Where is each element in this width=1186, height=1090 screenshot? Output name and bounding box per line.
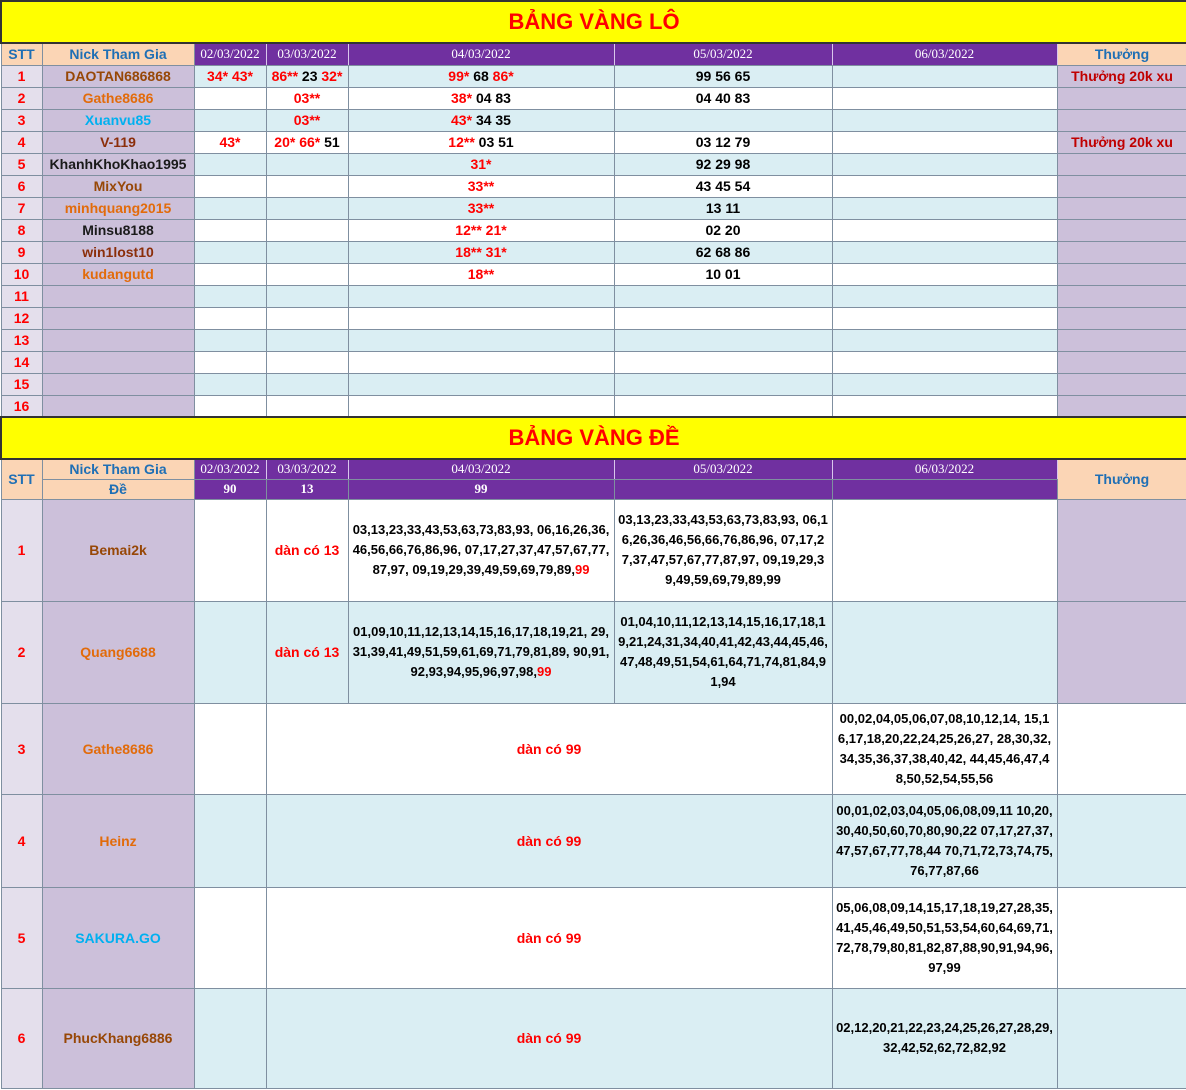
- lo-day-3: [348, 263, 614, 285]
- lo-day-2: [266, 263, 348, 285]
- de-nick: Gathe8686: [42, 703, 194, 794]
- lo-day-4: [614, 109, 832, 131]
- lo-day-2: [266, 87, 348, 109]
- de-day-2-4: dàn có 99: [266, 703, 832, 794]
- lo-day-5: [832, 197, 1057, 219]
- lo-nick: MixYou: [42, 175, 194, 197]
- de-day-2-4: dàn có 99: [266, 887, 832, 988]
- lo-day-4: 03 12 79: [614, 131, 832, 153]
- de-day-1: [194, 988, 266, 1088]
- lo-day-3-miss: 34 35: [475, 112, 511, 128]
- lo-day-1: [194, 351, 266, 373]
- de-title: BẢNG VÀNG ĐỀ: [1, 417, 1186, 459]
- lo-stt: 3: [1, 109, 42, 131]
- lo-day-3: [348, 131, 614, 153]
- lo-day-5: [832, 329, 1057, 351]
- lo-nick: DAOTAN686868: [42, 65, 194, 87]
- de-day-5: [1057, 988, 1186, 1088]
- de-day-2-4: dàn có 99: [266, 794, 832, 887]
- lo-nick: minhquang2015: [42, 197, 194, 219]
- lo-stt: 16: [1, 395, 42, 417]
- lo-day-2: [266, 219, 348, 241]
- lo-nick: Minsu8188: [42, 219, 194, 241]
- lo-prize: [1057, 175, 1186, 197]
- lo-stt: 12: [1, 307, 42, 329]
- lo-stt: 14: [1, 351, 42, 373]
- de-row: [1, 794, 1186, 887]
- de-result-2: 13: [266, 479, 348, 499]
- lo-nick: Gathe8686: [42, 87, 194, 109]
- de-day-3-list: 01,09,10,11,12,13,14,15,16,17,18,19,21, 29,31,39,41,49,51,59,61,69,71,79,81,89, 90,91,92,93,94,95,96,97,98,: [352, 624, 610, 679]
- de-nick: Bemai2k: [42, 499, 194, 601]
- lo-day-1: [194, 197, 266, 219]
- lo-stt: 7: [1, 197, 42, 219]
- lo-day-3-hit: 18** 31*: [455, 244, 507, 260]
- de-day-3-list: 03,13,23,33,43,53,63,73,83,93, 06,16,26,36,46,56,66,76,86,96, 07,17,27,37,47,57,67,77,87,97, 09,19,29,39,49,59,69,79,89,: [352, 522, 610, 577]
- lo-row: [1, 285, 1186, 307]
- lo-stt: 8: [1, 219, 42, 241]
- lo-day-2-hit: 03**: [293, 112, 321, 128]
- lo-stt: 15: [1, 373, 42, 395]
- lo-day-3: [348, 351, 614, 373]
- lo-row: [1, 87, 1186, 109]
- lo-day-3-hit: 33**: [467, 200, 495, 216]
- lo-day-5: [832, 373, 1057, 395]
- de-result-1: 90: [194, 479, 266, 499]
- lo-day-3-hit: 38*: [451, 90, 473, 106]
- lo-row: [1, 395, 1186, 417]
- lo-day-2: [266, 373, 348, 395]
- lo-day-4: [614, 395, 832, 417]
- de-header-stt: STT: [1, 459, 42, 499]
- de-prize: [1057, 499, 1186, 601]
- lo-day-4: 62 68 86: [614, 241, 832, 263]
- lo-nick: V-119: [42, 131, 194, 153]
- lo-stt: 13: [1, 329, 42, 351]
- lo-row: [1, 197, 1186, 219]
- lo-day-4: 02 20: [614, 219, 832, 241]
- lo-day-5: [832, 395, 1057, 417]
- lo-row: [1, 153, 1186, 175]
- de-header-prize: Thưởng: [1057, 459, 1186, 499]
- de-row: [1, 499, 1186, 601]
- de-day-2: dàn có 13: [266, 499, 348, 601]
- lo-row: [1, 131, 1186, 153]
- lo-day-1: 43*: [194, 131, 266, 153]
- lo-day-5: [832, 65, 1057, 87]
- de-header-nick-de: Đề: [42, 479, 194, 499]
- lo-stt: 9: [1, 241, 42, 263]
- lo-day-4: [614, 329, 832, 351]
- lo-header-date-3: 04/03/2022: [348, 43, 614, 65]
- de-day-5: [1057, 887, 1186, 988]
- lo-day-3-miss: 04 83: [475, 90, 511, 106]
- lo-day-2-hit: 86**: [271, 68, 299, 84]
- lo-prize: [1057, 109, 1186, 131]
- lo-day-3: [348, 175, 614, 197]
- de-day-4: 05,06,08,09,14,15,17,18,19,27,28,35,41,45,46,49,50,51,53,54,60,64,69,71,72,78,79,80,81,82,87,88,90,91,94,96,97,99: [832, 887, 1057, 988]
- lo-prize: [1057, 219, 1186, 241]
- de-table: [0, 416, 1186, 1089]
- lo-day-2-miss: 51: [324, 134, 340, 150]
- lo-row: [1, 329, 1186, 351]
- lo-day-3: [348, 65, 614, 87]
- lo-row: [1, 109, 1186, 131]
- lo-day-1: [194, 263, 266, 285]
- lo-day-3-hit: 18**: [467, 266, 495, 282]
- lo-day-1: 34* 43*: [194, 65, 266, 87]
- lo-day-1: [194, 219, 266, 241]
- de-stt: 5: [1, 887, 42, 988]
- lo-day-4: 43 45 54: [614, 175, 832, 197]
- de-nick: Heinz: [42, 794, 194, 887]
- de-day-4: 01,04,10,11,12,13,14,15,16,17,18,19,21,24,31,34,40,41,42,43,44,45,46,47,48,49,51,54,61,64,71,74,81,84,91,94: [614, 601, 832, 703]
- lo-header-date-1: 02/03/2022: [194, 43, 266, 65]
- lo-day-1: [194, 175, 266, 197]
- lo-day-1: [194, 153, 266, 175]
- lo-row: [1, 65, 1186, 87]
- lo-header-date-4: 05/03/2022: [614, 43, 832, 65]
- lo-day-1: [194, 395, 266, 417]
- lo-day-1: [194, 87, 266, 109]
- de-day-4: 02,12,20,21,22,23,24,25,26,27,28,29,32,42,52,62,72,82,92: [832, 988, 1057, 1088]
- lo-prize: [1057, 241, 1186, 263]
- lo-day-1: [194, 329, 266, 351]
- de-day-1: [194, 794, 266, 887]
- lo-prize: [1057, 307, 1186, 329]
- lo-day-5: [832, 109, 1057, 131]
- lo-day-2: [266, 109, 348, 131]
- lo-day-4: [614, 351, 832, 373]
- lo-day-3-hit: 12**: [448, 134, 475, 150]
- lo-day-1: [194, 307, 266, 329]
- de-day-3-hit: 99: [574, 562, 590, 577]
- lo-day-1: [194, 109, 266, 131]
- lo-prize: [1057, 87, 1186, 109]
- de-header-date-2: 03/03/2022: [266, 459, 348, 479]
- de-header-date-4: 05/03/2022: [614, 459, 832, 479]
- lo-header-prize: Thưởng: [1057, 43, 1186, 65]
- de-day-1: [194, 887, 266, 988]
- lo-day-2: [266, 241, 348, 263]
- lo-stt: 10: [1, 263, 42, 285]
- lo-day-3: [348, 197, 614, 219]
- lo-row: [1, 241, 1186, 263]
- lo-row: [1, 263, 1186, 285]
- lo-day-2-hit: 03**: [293, 90, 321, 106]
- lo-day-3: [348, 219, 614, 241]
- lo-day-3-miss: 68: [473, 68, 489, 84]
- lo-prize: [1057, 285, 1186, 307]
- lo-day-2: [266, 153, 348, 175]
- lo-stt: 5: [1, 153, 42, 175]
- lo-header-nick: Nick Tham Gia: [42, 43, 194, 65]
- de-day-4: 03,13,23,33,43,53,63,73,83,93, 06,16,26,36,46,56,66,76,86,96, 07,17,27,37,47,57,67,77,87,97, 09,19,29,39,49,59,69,79,89,99: [614, 499, 832, 601]
- lo-day-2-hit2: 32*: [321, 68, 343, 84]
- lo-day-3: [348, 87, 614, 109]
- lo-day-1: [194, 285, 266, 307]
- lo-table: [0, 0, 1186, 418]
- de-header-date-3: 04/03/2022: [348, 459, 614, 479]
- de-result-5: [832, 479, 1057, 499]
- de-row: [1, 887, 1186, 988]
- lo-nick: [42, 351, 194, 373]
- lo-day-4: 04 40 83: [614, 87, 832, 109]
- lo-header-date-5: 06/03/2022: [832, 43, 1057, 65]
- lo-prize: [1057, 395, 1186, 417]
- lo-day-3: [348, 153, 614, 175]
- lo-day-4: [614, 307, 832, 329]
- lo-day-2-hit: 20* 66*: [274, 134, 321, 150]
- de-stt: 1: [1, 499, 42, 601]
- lo-header-date-2: 03/03/2022: [266, 43, 348, 65]
- lo-nick: [42, 395, 194, 417]
- lo-day-5: [832, 307, 1057, 329]
- lo-day-2: [266, 175, 348, 197]
- lo-day-3-miss: 03 51: [478, 134, 514, 150]
- lo-prize: [1057, 153, 1186, 175]
- lo-day-5: [832, 241, 1057, 263]
- de-nick: SAKURA.GO: [42, 887, 194, 988]
- de-nick: Quang6688: [42, 601, 194, 703]
- lo-stt: 1: [1, 65, 42, 87]
- de-day-3: [348, 601, 614, 703]
- lo-nick: KhanhKhoKhao1995: [42, 153, 194, 175]
- lo-title: BẢNG VÀNG LÔ: [1, 1, 1186, 43]
- lo-row: [1, 307, 1186, 329]
- de-header-date-5: 06/03/2022: [832, 459, 1057, 479]
- lo-day-5: [832, 285, 1057, 307]
- de-stt: 4: [1, 794, 42, 887]
- lo-row: [1, 351, 1186, 373]
- lo-day-3: [348, 307, 614, 329]
- de-day-5: [832, 601, 1057, 703]
- de-stt: 3: [1, 703, 42, 794]
- lo-day-1: [194, 241, 266, 263]
- lo-day-3: [348, 373, 614, 395]
- lo-day-4: [614, 373, 832, 395]
- lo-day-4: 99 56 65: [614, 65, 832, 87]
- lo-stt: 4: [1, 131, 42, 153]
- de-row: [1, 703, 1186, 794]
- lo-row: [1, 175, 1186, 197]
- lo-day-2: [266, 351, 348, 373]
- de-row: [1, 988, 1186, 1088]
- lo-day-5: [832, 219, 1057, 241]
- lo-day-5: [832, 153, 1057, 175]
- lo-day-1: [194, 373, 266, 395]
- lo-day-2: [266, 197, 348, 219]
- lo-day-3: [348, 109, 614, 131]
- lo-nick: [42, 329, 194, 351]
- lo-day-2: [266, 307, 348, 329]
- de-day-1: [194, 499, 266, 601]
- lo-day-5: [832, 263, 1057, 285]
- lo-prize: Thưởng 20k xu: [1057, 131, 1186, 153]
- lo-nick: win1lost10: [42, 241, 194, 263]
- lo-nick: Xuanvu85: [42, 109, 194, 131]
- de-day-5: [1057, 703, 1186, 794]
- de-stt: 2: [1, 601, 42, 703]
- de-row: [1, 601, 1186, 703]
- lo-row: [1, 373, 1186, 395]
- de-day-3: [348, 499, 614, 601]
- lo-day-3-hit: 31*: [470, 156, 492, 172]
- lo-day-5: [832, 351, 1057, 373]
- de-day-4: 00,02,04,05,06,07,08,10,12,14, 15,16,17,18,20,22,24,25,26,27, 28,30,32,34,35,36,37,38,40,42, 44,45,46,47,48,50,52,54,55,56: [832, 703, 1057, 794]
- de-day-2: dàn có 13: [266, 601, 348, 703]
- lo-day-3-hit: 12** 21*: [455, 222, 507, 238]
- lo-day-2: [266, 285, 348, 307]
- lo-day-3-hit: 99*: [448, 68, 470, 84]
- lo-prize: Thưởng 20k xu: [1057, 65, 1186, 87]
- lo-day-3-hit: 43*: [451, 112, 473, 128]
- lo-nick: [42, 373, 194, 395]
- lo-day-2: [266, 131, 348, 153]
- de-header-nick: Nick Tham Gia: [42, 459, 194, 479]
- lo-header-stt: STT: [1, 43, 42, 65]
- lo-day-3-hit2: 86*: [492, 68, 514, 84]
- lo-day-3: [348, 329, 614, 351]
- lo-prize: [1057, 263, 1186, 285]
- de-nick: PhucKhang6886: [42, 988, 194, 1088]
- lo-day-4: 13 11: [614, 197, 832, 219]
- de-header-date-1: 02/03/2022: [194, 459, 266, 479]
- lo-day-2-miss: 23: [301, 68, 318, 84]
- lo-day-5: [832, 175, 1057, 197]
- de-day-2-4: dàn có 99: [266, 988, 832, 1088]
- lo-day-2: [266, 65, 348, 87]
- de-day-4: 00,01,02,03,04,05,06,08,09,11 10,20,30,40,50,60,70,80,90,22 07,17,27,37,47,57,67,77,78,44 70,71,72,73,74,75,76,77,87,66: [832, 794, 1057, 887]
- lo-day-5: [832, 87, 1057, 109]
- lo-prize: [1057, 373, 1186, 395]
- lo-row: [1, 219, 1186, 241]
- lo-prize: [1057, 351, 1186, 373]
- de-stt: 6: [1, 988, 42, 1088]
- lo-day-4: 92 29 98: [614, 153, 832, 175]
- lo-day-2: [266, 395, 348, 417]
- de-day-1: [194, 703, 266, 794]
- lo-day-5: [832, 131, 1057, 153]
- de-result-3: 99: [348, 479, 614, 499]
- lo-stt: 11: [1, 285, 42, 307]
- lo-day-4: [614, 285, 832, 307]
- de-day-5: [832, 499, 1057, 601]
- de-day-3-hit: 99: [537, 664, 552, 679]
- lo-day-3-hit: 33**: [467, 178, 495, 194]
- de-result-4: [614, 479, 832, 499]
- lo-stt: 2: [1, 87, 42, 109]
- lo-prize: [1057, 197, 1186, 219]
- lo-nick: [42, 285, 194, 307]
- lo-day-3: [348, 241, 614, 263]
- lo-prize: [1057, 329, 1186, 351]
- de-day-5: [1057, 794, 1186, 887]
- lo-nick: kudangutd: [42, 263, 194, 285]
- de-day-1: [194, 601, 266, 703]
- de-prize: [1057, 601, 1186, 703]
- lo-day-3: [348, 285, 614, 307]
- lo-nick: [42, 307, 194, 329]
- lo-day-4: 10 01: [614, 263, 832, 285]
- lo-day-3: [348, 395, 614, 417]
- lo-stt: 6: [1, 175, 42, 197]
- lo-day-2: [266, 329, 348, 351]
